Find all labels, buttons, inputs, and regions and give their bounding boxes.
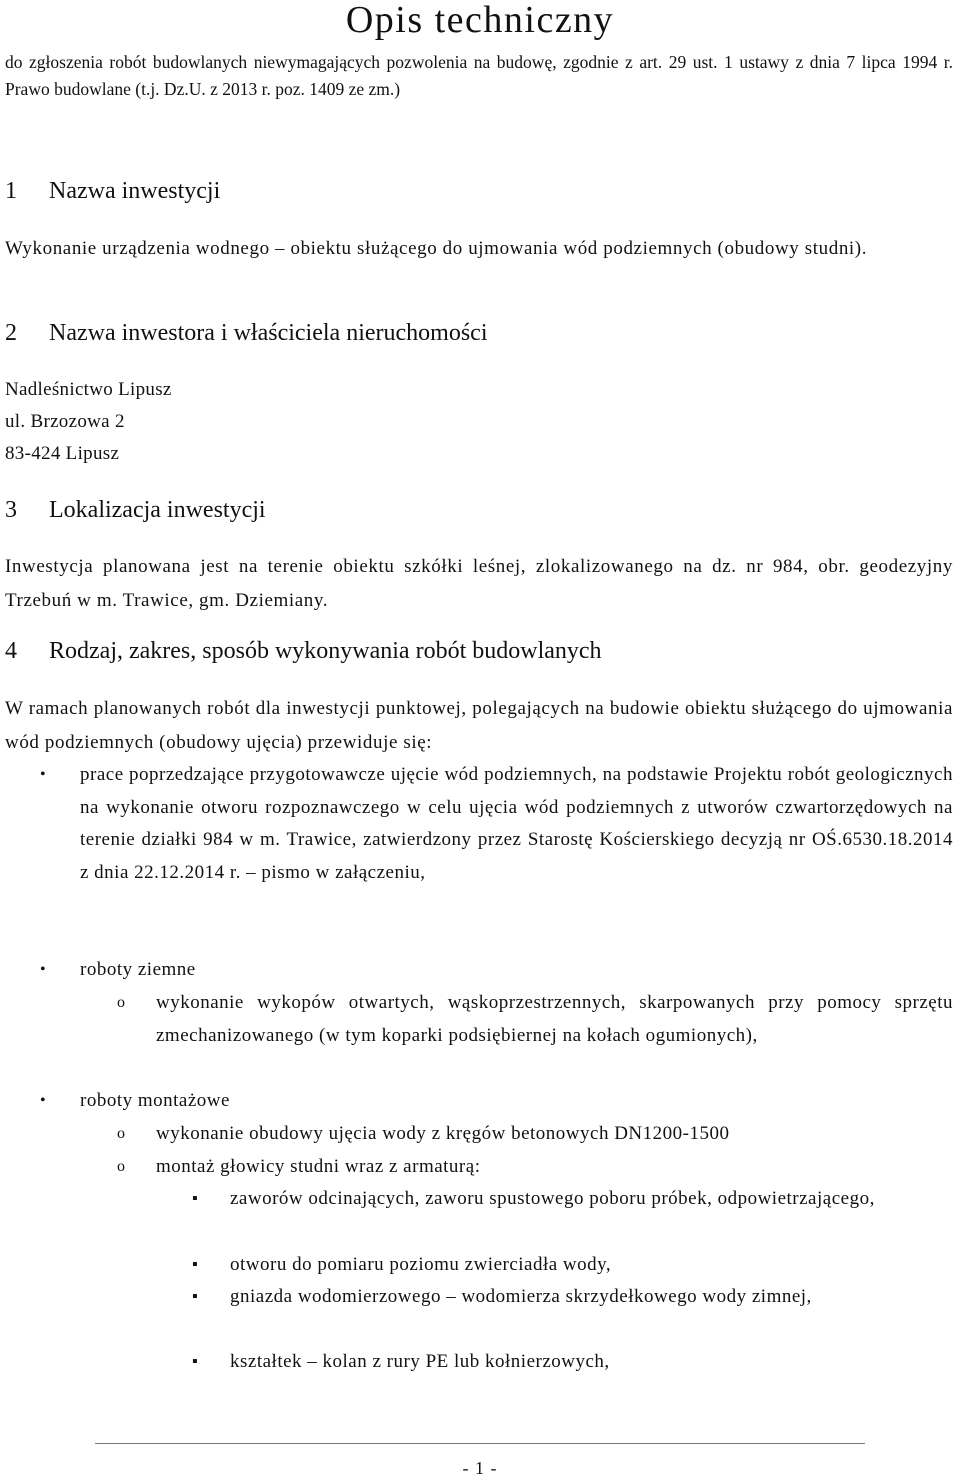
section-title: Rodzaj, zakres, sposób wykonywania robót budowlanych <box>49 638 602 664</box>
section-2-heading <box>5 318 488 348</box>
list-item-text: montaż głowicy studni wraz z armaturą: <box>156 1156 481 1177</box>
list-item-text: wykonanie obudowy ujęcia wody z kręgów betonowych DN1200-1500 <box>156 1123 730 1144</box>
page-number: - 1 - <box>462 1458 498 1478</box>
section-title: Nazwa inwestora i właściciela nieruchomości <box>49 320 488 346</box>
list-item-text: gniazda wodomierzowego – wodomierza skrzydełkowego wody zimnej, <box>230 1286 812 1307</box>
bullet-icon: • <box>40 1092 46 1109</box>
square-bullet-icon: ▪ <box>192 1288 198 1305</box>
section-number: 2 <box>5 320 17 346</box>
square-bullet-icon: ▪ <box>192 1256 198 1273</box>
section-title: Lokalizacja inwestycji <box>49 497 266 523</box>
section-3-text: Inwestycja planowana jest na terenie obiektu szkółki leśnej, zlokalizowanego na dz. nr 984, obr. geodezyjny Trzebuń w m. Trawice, gm. Dziemiany. <box>5 556 953 611</box>
section-number: 1 <box>5 178 17 204</box>
list-item-text: zaworów odcinających, zaworu spustowego poboru próbek, odpowietrzającego, <box>230 1188 875 1209</box>
investor-postal-city: 83-424 Lipusz <box>5 443 120 464</box>
section-number: 3 <box>5 497 17 523</box>
document-subtitle: do zgłoszenia robót budowlanych niewymagających pozwolenia na budowę, zgodnie z art. 29 ust. 1 ustawy z dnia 7 lipca 1994 r. Prawo budowlane (t.j. Dz.U. z 2013 r. poz. 1409 ze zm.) <box>5 52 953 99</box>
square-bullet-icon: ▪ <box>192 1353 198 1370</box>
section-1-heading <box>5 176 220 206</box>
section-4-intro: W ramach planowanych robót dla inwestycji punktowej, polegających na budowie obiektu służącego do ujmowania wód podziemnych (obudowy ujęcia) przewiduje się: <box>5 698 953 753</box>
document-title: Opis techniczny <box>345 0 615 41</box>
list-item-text: kształtek – kolan z rury PE lub kołnierzowych, <box>230 1351 610 1372</box>
square-bullet-icon: ▪ <box>192 1190 198 1207</box>
circle-bullet-icon: o <box>117 994 125 1011</box>
investor-name: Nadleśnictwo Lipusz <box>5 379 172 400</box>
circle-bullet-icon: o <box>117 1125 125 1142</box>
list-item-text: roboty montażowe <box>80 1090 230 1111</box>
section-4-heading <box>5 636 602 666</box>
list-item-text: wykonanie wykopów otwartych, wąskoprzestrzennych, skarpowanych przy pomocy sprzętu zmechanizowanego (w tym koparki podsiębiernej na kołach ogumionych), <box>156 992 953 1046</box>
list-item-text: roboty ziemne <box>80 959 196 980</box>
section-1-text: Wykonanie urządzenia wodnego – obiektu służącego do ujmowania wód podziemnych (obudowy studni). <box>5 238 868 259</box>
investor-street: ul. Brzozowa 2 <box>5 411 125 432</box>
circle-bullet-icon: o <box>117 1158 125 1175</box>
footer-divider <box>95 1443 865 1444</box>
section-3-heading <box>5 495 266 525</box>
section-title: Nazwa inwestycji <box>49 178 221 204</box>
bullet-icon: • <box>40 961 46 978</box>
section-number: 4 <box>5 638 17 664</box>
bullet-icon: • <box>40 766 46 783</box>
list-item-text: prace poprzedzające przygotowawcze ujęcie wód podziemnych, na podstawie Projektu robót geologicznych na wykonanie otworu rozpoznawczego w celu ujęcia wód podziemnych z utworów czwartorzędowych na terenie działki 984 w m. Trawice, zatwierdzony przez Starostę Kościerskiego decyzją nr OŚ.6530.18.2014 z dnia 22.12.2014 r. – pismo w załączeniu, <box>80 764 953 883</box>
list-item-text: otworu do pomiaru poziomu zwierciadła wody, <box>230 1254 612 1275</box>
